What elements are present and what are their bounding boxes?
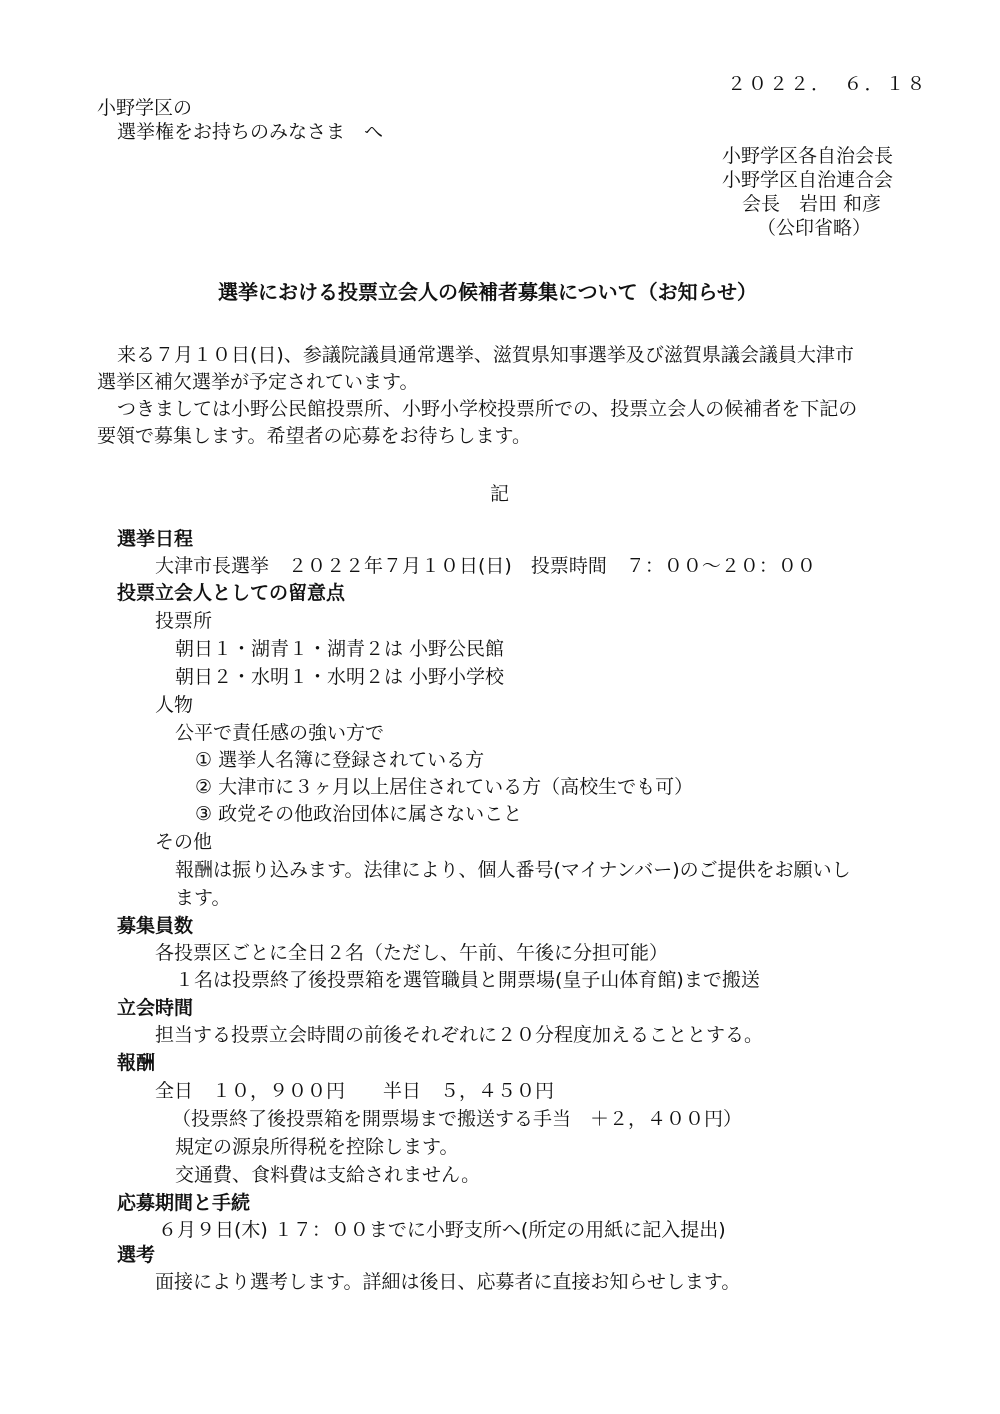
notes-heading: 投票立会人としての留意点 (117, 582, 346, 604)
person-label: 人物 (155, 694, 194, 716)
time-line: 担当する投票立会時間の前後それぞれに２０分程度加えることとする。 (155, 1024, 764, 1046)
recruit-heading: 募集員数 (117, 915, 194, 937)
apply-heading: 応募期間と手続 (117, 1192, 251, 1214)
requirement-3: ③ 政党その他政治団体に属さないこと (195, 803, 523, 825)
intro-para1-line2: 選挙区補欠選挙が予定されています。 (97, 371, 419, 393)
sender-line1: 小野学区各自治会長 (722, 145, 894, 167)
station-label: 投票所 (155, 610, 213, 632)
person-intro: 公平で責任感の強い方で (175, 722, 385, 744)
requirement-2: ② 大津市に３ヶ月以上居住されている方（高校生でも可） (195, 776, 694, 798)
apply-line: ６月９日(木) １７：００までに小野支所へ(所定の用紙に記入提出) (158, 1219, 726, 1241)
recruit-line2: １名は投票終了後投票箱を選管職員と開票場(皇子山体育館)まで搬送 (175, 969, 760, 991)
ki-marker: 記 (490, 483, 510, 505)
sender-line2: 小野学区自治連合会 (722, 169, 894, 191)
other-label: その他 (155, 831, 213, 853)
addressee-line1: 小野学区の (97, 97, 193, 119)
schedule-line: 大津市長選挙 ２０２２年７月１０日(日) 投票時間 ７：００～２０：００ (155, 555, 816, 577)
pay-line3: 規定の源泉所得税を控除します。 (175, 1136, 459, 1158)
sender-line3: 会長 岩田 和彦 (742, 193, 882, 215)
time-heading: 立会時間 (117, 997, 194, 1019)
document-title: 選挙における投票立会人の候補者募集について（お知らせ） (218, 280, 757, 304)
pay-line4: 交通費、食料費は支給されません。 (175, 1164, 481, 1186)
addressee-line2: 選挙権をお持ちのみなさま へ (117, 121, 384, 143)
issue-date: ２０２２． ６．１８ (727, 73, 928, 95)
schedule-heading: 選挙日程 (117, 528, 194, 550)
selection-line: 面接により選考します。詳細は後日、応募者に直接お知らせします。 (155, 1271, 741, 1293)
recruit-line1: 各投票区ごとに全日２名（ただし、午前、午後に分担可能） (155, 942, 669, 964)
pay-line2: （投票終了後投票箱を開票場まで搬送する手当 ＋２，４００円） (172, 1108, 743, 1130)
intro-para2-line2: 要領で募集します。希望者の応募をお待ちします。 (97, 425, 531, 447)
pay-heading: 報酬 (117, 1052, 156, 1074)
sender-line4: （公印省略） (757, 217, 872, 239)
station-line1: 朝日１・湖青１・湖青２は 小野公民館 (175, 638, 505, 660)
pay-line1: 全日 １０，９００円 半日 ５，４５０円 (155, 1080, 555, 1102)
station-line2: 朝日２・水明１・水明２は 小野小学校 (175, 666, 505, 688)
other-line1: 報酬は振り込みます。法律により、個人番号(マイナンバー)のご提供をお願いし (175, 859, 851, 881)
intro-para2-line1: つきましては小野公民館投票所、小野小学校投票所での、投票立会人の候補者を下記の (117, 398, 858, 420)
intro-para1-line1: 来る７月１０日(日)、参議院議員通常選挙、滋賀県知事選挙及び滋賀県議会議員大津市 (117, 344, 854, 366)
other-line2: ます。 (175, 887, 231, 909)
selection-heading: 選考 (117, 1244, 156, 1266)
requirement-1: ① 選挙人名簿に登録されている方 (195, 749, 485, 771)
